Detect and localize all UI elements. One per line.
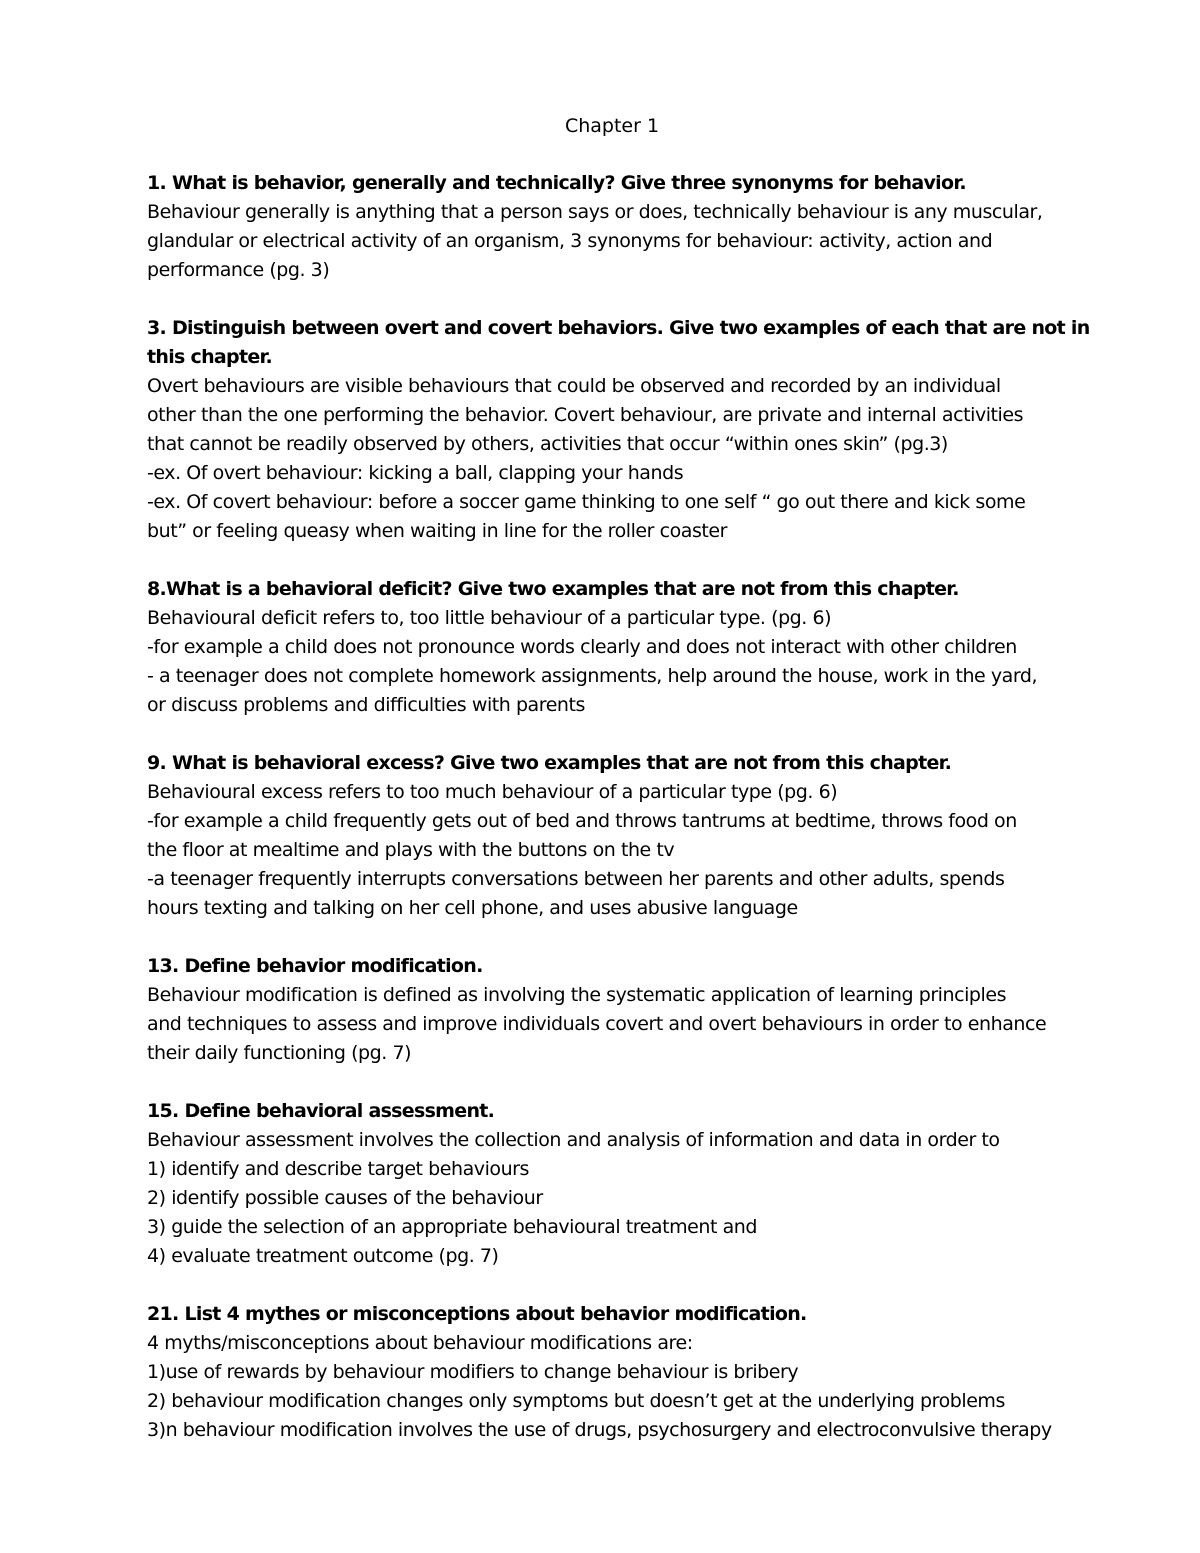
question-text: 15. Define behavioral assessment. (147, 1100, 495, 1122)
answer-text: 3) guide the selection of an appropriate behavioural treatment and (147, 1216, 758, 1238)
answer-text: glandular or electrical activity of an organism, 3 synonyms for behaviour: activity, action and (147, 230, 993, 252)
answer-text: Overt behaviours are visible behaviours that could be observed and recorded by an individual (147, 375, 1001, 397)
question-text: 13. Define behavior modification. (147, 955, 483, 977)
question-block (147, 1097, 1107, 1271)
answer-text: Behaviour generally is anything that a person says or does, technically behaviour is any muscular, (147, 201, 1043, 223)
answer-text: 2) identify possible causes of the behaviour (147, 1187, 543, 1209)
answer-text: -for example a child frequently gets out of bed and throws tantrums at bedtime, throws food on (147, 810, 1017, 832)
question-block (147, 314, 1107, 546)
question-block (147, 1300, 1107, 1445)
answer-text: performance (pg. 3) (147, 259, 330, 281)
answer-text: 1) identify and describe target behaviours (147, 1158, 529, 1180)
question-block (147, 749, 1107, 923)
answer-text: the floor at mealtime and plays with the buttons on the tv (147, 839, 675, 861)
answer-text: 2) behaviour modification changes only symptoms but doesn’t get at the underlying problems (147, 1390, 1005, 1412)
answer-text: -ex. Of covert behaviour: before a soccer game thinking to one self “ go out there and kick some (147, 491, 1026, 513)
answer-text: other than the one performing the behavior. Covert behaviour, are private and internal activities (147, 404, 1024, 426)
answer-text: -for example a child does not pronounce words clearly and does not interact with other children (147, 636, 1017, 658)
answer-text: that cannot be readily observed by others, activities that occur “within ones skin” (pg.3) (147, 433, 948, 455)
answer-text: 3)n behaviour modification involves the use of drugs, psychosurgery and electroconvulsive therapy (147, 1419, 1052, 1441)
question-text: 9. What is behavioral excess? Give two examples that are not from this chapter. (147, 752, 952, 774)
answer-text: or discuss problems and difficulties with parents (147, 694, 585, 716)
question-block (147, 952, 1107, 1068)
question-block (147, 575, 1107, 720)
question-text: 21. List 4 mythes or misconceptions about behavior modification. (147, 1303, 807, 1325)
answer-text: and techniques to assess and improve individuals covert and overt behaviours in order to enhance (147, 1013, 1047, 1035)
answer-text: 4) evaluate treatment outcome (pg. 7) (147, 1245, 499, 1267)
document-page (147, 112, 1107, 1474)
answer-text: but” or feeling queasy when waiting in line for the roller coaster (147, 520, 728, 542)
answer-text: their daily functioning (pg. 7) (147, 1042, 412, 1064)
answer-text: Behaviour assessment involves the collection and analysis of information and data in order to (147, 1129, 1000, 1151)
answer-text: -a teenager frequently interrupts conversations between her parents and other adults, spends (147, 868, 1005, 890)
question-text: 8.What is a behavioral deficit? Give two examples that are not from this chapter. (147, 578, 959, 600)
question-text: 3. Distinguish between overt and covert behaviors. Give two examples of each that are not in (147, 317, 1090, 339)
question-list (147, 169, 1107, 1445)
answer-text: 1)use of rewards by behaviour modifiers to change behaviour is bribery (147, 1361, 799, 1383)
question-text: this chapter. (147, 346, 273, 368)
question-text: 1. What is behavior, generally and technically? Give three synonyms for behavior. (147, 172, 966, 194)
answer-text: hours texting and talking on her cell phone, and uses abusive language (147, 897, 798, 919)
chapter-title: Chapter 1 (564, 115, 660, 137)
question-block (147, 169, 1107, 285)
answer-text: - a teenager does not complete homework assignments, help around the house, work in the yard, (147, 665, 1038, 687)
answer-text: 4 myths/misconceptions about behaviour modifications are: (147, 1332, 693, 1354)
answer-text: Behavioural deficit refers to, too little behaviour of a particular type. (pg. 6) (147, 607, 832, 629)
answer-text: Behavioural excess refers to too much behaviour of a particular type (pg. 6) (147, 781, 838, 803)
answer-text: Behaviour modification is defined as involving the systematic application of learning principles (147, 984, 1007, 1006)
answer-text: -ex. Of overt behaviour: kicking a ball, clapping your hands (147, 462, 684, 484)
